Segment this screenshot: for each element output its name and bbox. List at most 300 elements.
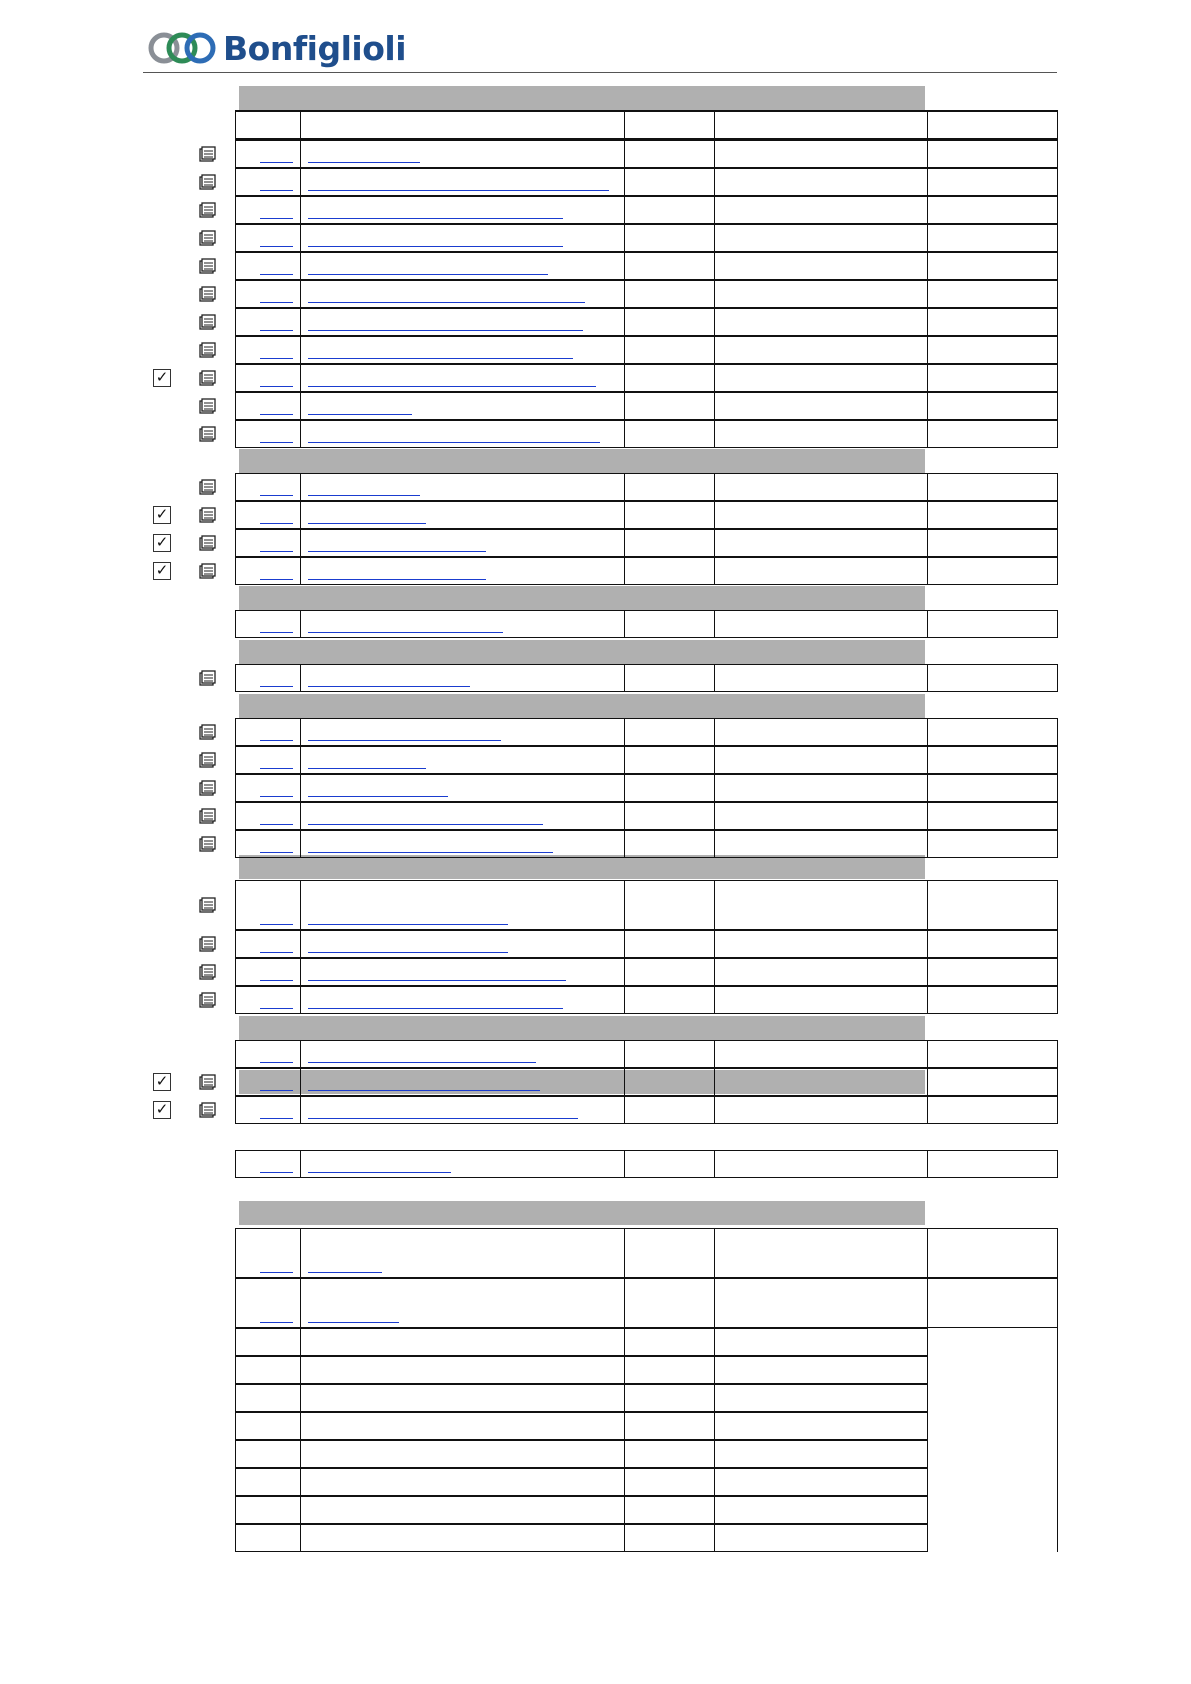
cell-unit xyxy=(624,280,715,308)
parameter-number-link[interactable] xyxy=(260,1118,293,1119)
cell-unit xyxy=(624,1384,715,1412)
parameter-number-link[interactable] xyxy=(260,442,293,443)
cell-setting xyxy=(927,501,1058,529)
parameter-number-link[interactable] xyxy=(260,1272,293,1273)
cell-range xyxy=(714,168,928,196)
cell-setting xyxy=(927,224,1058,252)
parameter-description-link[interactable] xyxy=(308,796,448,797)
cell-range xyxy=(714,336,928,364)
cell-range xyxy=(714,1228,928,1278)
cell-setting xyxy=(927,1228,1058,1278)
document-stack-icon xyxy=(199,426,216,442)
parameter-number-link[interactable] xyxy=(260,1172,293,1173)
cell-unit xyxy=(624,930,715,958)
parameter-description-link[interactable] xyxy=(308,330,583,331)
cell-no xyxy=(235,746,301,774)
cell-range xyxy=(714,1068,928,1096)
cell-range xyxy=(714,529,928,557)
parameter-description-link[interactable] xyxy=(308,162,420,163)
section-band xyxy=(239,855,925,879)
cell-unit xyxy=(624,746,715,774)
table-row xyxy=(235,196,1058,224)
table-row-empty xyxy=(235,1440,928,1468)
cell-unit xyxy=(624,1356,715,1384)
cell-unit xyxy=(624,958,715,986)
cell-no xyxy=(235,501,301,529)
cell-setting xyxy=(927,168,1058,196)
table-row xyxy=(235,280,1058,308)
table-row xyxy=(235,718,1058,746)
table-row xyxy=(235,392,1058,420)
cell-description xyxy=(300,1524,625,1552)
cell-setting xyxy=(927,529,1058,557)
cell-unit xyxy=(624,830,715,858)
cell-no xyxy=(235,224,301,252)
cell-unit xyxy=(624,986,715,1014)
checkmark-box-icon[interactable]: ✓ xyxy=(153,1101,171,1119)
cell-description xyxy=(300,501,625,529)
table-row xyxy=(235,501,1058,529)
parameter-description-link[interactable] xyxy=(308,442,600,443)
cell-description xyxy=(300,1440,625,1468)
cell-no xyxy=(235,336,301,364)
parameter-number-link[interactable] xyxy=(260,523,293,524)
cell-range xyxy=(714,880,928,930)
cell-unit xyxy=(624,1228,715,1278)
parameter-number-link[interactable] xyxy=(260,386,293,387)
parameter-description-link[interactable] xyxy=(308,740,501,741)
cell-no xyxy=(235,802,301,830)
cell-range xyxy=(714,364,928,392)
parameter-description-link[interactable] xyxy=(308,302,585,303)
cell-unit xyxy=(624,1150,715,1178)
cell-range xyxy=(714,746,928,774)
cell-unit xyxy=(624,336,715,364)
cell-no xyxy=(235,529,301,557)
cell-no xyxy=(235,718,301,746)
document-stack-icon xyxy=(199,535,216,551)
parameter-number-link[interactable] xyxy=(260,1322,293,1323)
parameter-description-link[interactable] xyxy=(308,1008,563,1009)
cell-range xyxy=(714,557,928,585)
cell-range xyxy=(714,958,928,986)
cell-unit xyxy=(624,196,715,224)
parameter-number-link[interactable] xyxy=(260,1008,293,1009)
table-row xyxy=(235,557,1058,585)
parameter-description-link[interactable] xyxy=(308,495,420,496)
cell-unit xyxy=(624,802,715,830)
cell-setting xyxy=(927,557,1058,585)
parameter-number-link[interactable] xyxy=(260,246,293,247)
parameter-description-link[interactable] xyxy=(308,523,426,524)
document-stack-icon xyxy=(199,174,216,190)
cell-description xyxy=(300,1228,625,1278)
cell-setting xyxy=(927,958,1058,986)
document-stack-icon xyxy=(199,670,216,686)
document-stack-icon xyxy=(199,398,216,414)
cell-unit xyxy=(624,1412,715,1440)
table-row xyxy=(235,224,1058,252)
header-cell-range xyxy=(714,110,928,140)
parameter-number-link[interactable] xyxy=(260,924,293,925)
parameter-description-link[interactable] xyxy=(308,852,553,853)
cell-description xyxy=(300,529,625,557)
cell-unit xyxy=(624,308,715,336)
parameter-description-link[interactable] xyxy=(308,632,503,633)
parameter-number-link[interactable] xyxy=(260,740,293,741)
table-row xyxy=(235,880,1058,930)
cell-range xyxy=(714,610,928,638)
parameter-number-link[interactable] xyxy=(260,952,293,953)
parameter-description-link[interactable] xyxy=(308,1118,578,1119)
table-row xyxy=(235,986,1058,1014)
table-row xyxy=(235,1150,1058,1178)
cell-range xyxy=(714,224,928,252)
cell-unit xyxy=(624,880,715,930)
cell-unit xyxy=(624,420,715,448)
parameter-description-link[interactable] xyxy=(308,551,486,552)
cell-unit xyxy=(624,1040,715,1068)
header-cell-unit xyxy=(624,110,715,140)
cell-unit xyxy=(624,610,715,638)
table-row xyxy=(235,252,1058,280)
parameter-number-link[interactable] xyxy=(260,274,293,275)
cell-no xyxy=(235,1524,301,1552)
cell-range xyxy=(714,1496,928,1524)
cell-setting xyxy=(927,140,1058,168)
cell-description xyxy=(300,1328,625,1356)
parameter-number-link[interactable] xyxy=(260,686,293,687)
parameter-description-link[interactable] xyxy=(308,1062,536,1063)
parameter-number-link[interactable] xyxy=(260,495,293,496)
cell-description xyxy=(300,224,625,252)
cell-range xyxy=(714,1384,928,1412)
header-rule xyxy=(143,72,1057,73)
cell-range xyxy=(714,774,928,802)
cell-setting xyxy=(927,252,1058,280)
parameter-number-link[interactable] xyxy=(260,980,293,981)
header-cell-setting xyxy=(927,110,1058,140)
cell-no xyxy=(235,392,301,420)
cell-no xyxy=(235,880,301,930)
cell-range xyxy=(714,1468,928,1496)
cell-unit xyxy=(624,1068,715,1096)
cell-unit xyxy=(624,774,715,802)
cell-unit xyxy=(624,252,715,280)
parameter-number-link[interactable] xyxy=(260,852,293,853)
cell-description xyxy=(300,1040,625,1068)
cell-range xyxy=(714,252,928,280)
parameter-description-link[interactable] xyxy=(308,274,548,275)
table-row xyxy=(235,802,1058,830)
cell-unit xyxy=(624,1328,715,1356)
parameter-description-link[interactable] xyxy=(308,579,486,580)
cell-range xyxy=(714,1412,928,1440)
parameter-number-link[interactable] xyxy=(260,768,293,769)
table-row xyxy=(235,1278,1058,1328)
document-stack-icon xyxy=(199,1102,216,1118)
parameter-number-link[interactable] xyxy=(260,579,293,580)
section-band xyxy=(239,449,925,473)
cell-setting xyxy=(927,364,1058,392)
document-stack-icon xyxy=(199,752,216,768)
cell-description xyxy=(300,364,625,392)
cell-setting xyxy=(927,664,1058,692)
cell-range xyxy=(714,1150,928,1178)
parameter-number-link[interactable] xyxy=(260,162,293,163)
cell-range xyxy=(714,1278,928,1328)
cell-no xyxy=(235,308,301,336)
table-row xyxy=(235,529,1058,557)
table-right-border xyxy=(1057,1328,1058,1552)
section-band xyxy=(239,694,925,718)
parameter-description-link[interactable] xyxy=(308,686,470,687)
cell-range xyxy=(714,473,928,501)
cell-unit xyxy=(624,140,715,168)
cell-no xyxy=(235,196,301,224)
document-stack-icon xyxy=(199,230,216,246)
cell-range xyxy=(714,140,928,168)
cell-no xyxy=(235,986,301,1014)
header-cell-no xyxy=(235,110,301,140)
cell-no xyxy=(235,774,301,802)
cell-range xyxy=(714,664,928,692)
parameter-description-link[interactable] xyxy=(308,824,543,825)
document-stack-icon xyxy=(199,314,216,330)
cell-setting xyxy=(927,802,1058,830)
cell-no xyxy=(235,168,301,196)
cell-unit xyxy=(624,392,715,420)
cell-description xyxy=(300,280,625,308)
cell-unit xyxy=(624,664,715,692)
table-row xyxy=(235,1040,1058,1068)
parameter-number-link[interactable] xyxy=(260,1090,293,1091)
cell-range xyxy=(714,930,928,958)
cell-setting xyxy=(927,986,1058,1014)
cell-description xyxy=(300,168,625,196)
table-row xyxy=(235,1096,1058,1124)
cell-range xyxy=(714,501,928,529)
table-row xyxy=(235,1228,1058,1278)
cell-description xyxy=(300,1412,625,1440)
document-stack-icon xyxy=(199,258,216,274)
parameter-number-link[interactable] xyxy=(260,1062,293,1063)
parameter-description-link[interactable] xyxy=(308,190,609,191)
parameter-description-link[interactable] xyxy=(308,386,596,387)
cell-setting xyxy=(927,392,1058,420)
cell-no xyxy=(235,1278,301,1328)
cell-setting xyxy=(927,280,1058,308)
cell-description xyxy=(300,1096,625,1124)
parameter-number-link[interactable] xyxy=(260,190,293,191)
document-stack-icon xyxy=(199,780,216,796)
parameter-description-link[interactable] xyxy=(308,1172,451,1173)
parameter-description-link[interactable] xyxy=(308,980,566,981)
cell-description xyxy=(300,336,625,364)
table-row xyxy=(235,958,1058,986)
cell-description xyxy=(300,986,625,1014)
cell-range xyxy=(714,1524,928,1552)
cell-no xyxy=(235,1468,301,1496)
parameter-number-link[interactable] xyxy=(260,218,293,219)
parameter-number-link[interactable] xyxy=(260,302,293,303)
cell-no xyxy=(235,830,301,858)
cell-range xyxy=(714,1440,928,1468)
table-row-empty xyxy=(235,1524,928,1552)
cell-description xyxy=(300,880,625,930)
cell-setting xyxy=(927,774,1058,802)
table-row xyxy=(235,364,1058,392)
cell-setting xyxy=(927,196,1058,224)
company-logo xyxy=(147,28,406,68)
cell-no xyxy=(235,1040,301,1068)
parameter-description-link[interactable] xyxy=(308,952,508,953)
cell-unit xyxy=(624,1096,715,1124)
section-band xyxy=(239,86,925,110)
cell-description xyxy=(300,557,625,585)
table-row xyxy=(235,774,1058,802)
cell-range xyxy=(714,830,928,858)
cell-setting xyxy=(927,930,1058,958)
parameter-description-link[interactable] xyxy=(308,218,563,219)
cell-unit xyxy=(624,529,715,557)
cell-description xyxy=(300,1278,625,1328)
table-row xyxy=(235,308,1058,336)
parameter-description-link[interactable] xyxy=(308,768,426,769)
cell-setting xyxy=(927,880,1058,930)
document-stack-icon xyxy=(199,342,216,358)
cell-description xyxy=(300,1496,625,1524)
cell-description xyxy=(300,802,625,830)
logo-rings-icon xyxy=(147,28,217,68)
table-row-empty xyxy=(235,1412,928,1440)
cell-no xyxy=(235,1356,301,1384)
cell-setting xyxy=(927,718,1058,746)
cell-range xyxy=(714,308,928,336)
document-stack-icon xyxy=(199,724,216,740)
section-band xyxy=(239,586,925,610)
document-stack-icon xyxy=(199,146,216,162)
cell-no xyxy=(235,557,301,585)
document-stack-icon xyxy=(199,897,216,913)
checkmark-box-icon[interactable]: ✓ xyxy=(153,1073,171,1091)
cell-no xyxy=(235,1150,301,1178)
cell-range xyxy=(714,1328,928,1356)
checkmark-box-icon[interactable]: ✓ xyxy=(153,369,171,387)
section-band xyxy=(239,640,925,664)
parameter-description-link[interactable] xyxy=(308,1322,399,1323)
brand-name: Bonfiglioli xyxy=(223,28,407,68)
cell-setting xyxy=(927,336,1058,364)
parameter-number-link[interactable] xyxy=(260,796,293,797)
cell-description xyxy=(300,1068,625,1096)
cell-description xyxy=(300,1150,625,1178)
table-row-empty xyxy=(235,1356,928,1384)
cell-description xyxy=(300,1356,625,1384)
cell-description xyxy=(300,252,625,280)
parameter-description-link[interactable] xyxy=(308,358,573,359)
parameter-number-link[interactable] xyxy=(260,632,293,633)
cell-range xyxy=(714,1096,928,1124)
table-row xyxy=(235,746,1058,774)
parameter-description-link[interactable] xyxy=(308,414,412,415)
cell-setting xyxy=(927,1278,1058,1328)
table-row xyxy=(235,420,1058,448)
cell-range xyxy=(714,1040,928,1068)
cell-setting xyxy=(927,610,1058,638)
cell-unit xyxy=(624,1278,715,1328)
document-stack-icon xyxy=(199,836,216,852)
cell-description xyxy=(300,1468,625,1496)
parameter-number-link[interactable] xyxy=(260,414,293,415)
cell-range xyxy=(714,392,928,420)
cell-description xyxy=(300,774,625,802)
cell-no xyxy=(235,930,301,958)
parameter-description-link[interactable] xyxy=(308,246,563,247)
table-row xyxy=(235,830,1058,858)
cell-description xyxy=(300,746,625,774)
table-row xyxy=(235,1068,1058,1096)
cell-description xyxy=(300,392,625,420)
cell-unit xyxy=(624,501,715,529)
document-stack-icon xyxy=(199,507,216,523)
cell-unit xyxy=(624,1496,715,1524)
parameter-description-link[interactable] xyxy=(308,1090,540,1091)
parameter-number-link[interactable] xyxy=(260,551,293,552)
parameter-number-link[interactable] xyxy=(260,330,293,331)
cell-range xyxy=(714,420,928,448)
section-band xyxy=(239,1016,925,1040)
document-stack-icon xyxy=(199,1074,216,1090)
cell-unit xyxy=(624,1440,715,1468)
parameter-description-link[interactable] xyxy=(308,924,508,925)
cell-description xyxy=(300,420,625,448)
cell-range xyxy=(714,1356,928,1384)
cell-no xyxy=(235,252,301,280)
cell-description xyxy=(300,718,625,746)
cell-description xyxy=(300,473,625,501)
cell-description xyxy=(300,664,625,692)
parameter-number-link[interactable] xyxy=(260,824,293,825)
parameter-description-link[interactable] xyxy=(308,1272,382,1273)
checkmark-box-icon[interactable]: ✓ xyxy=(153,534,171,552)
cell-no xyxy=(235,664,301,692)
table-row xyxy=(235,664,1058,692)
document-stack-icon xyxy=(199,964,216,980)
checkmark-box-icon[interactable]: ✓ xyxy=(153,506,171,524)
document-stack-icon xyxy=(199,479,216,495)
cell-setting xyxy=(927,1040,1058,1068)
parameter-number-link[interactable] xyxy=(260,358,293,359)
cell-unit xyxy=(624,1524,715,1552)
cell-range xyxy=(714,196,928,224)
cell-no xyxy=(235,610,301,638)
cell-no xyxy=(235,1096,301,1124)
cell-unit xyxy=(624,364,715,392)
table-header-row xyxy=(235,110,1058,140)
cell-no xyxy=(235,1384,301,1412)
table-row xyxy=(235,336,1058,364)
cell-range xyxy=(714,802,928,830)
cell-setting xyxy=(927,1150,1058,1178)
cell-description xyxy=(300,196,625,224)
checkmark-box-icon[interactable]: ✓ xyxy=(153,562,171,580)
document-stack-icon xyxy=(199,936,216,952)
document-stack-icon xyxy=(199,286,216,302)
document-stack-icon xyxy=(199,563,216,579)
cell-no xyxy=(235,1412,301,1440)
cell-setting xyxy=(927,746,1058,774)
